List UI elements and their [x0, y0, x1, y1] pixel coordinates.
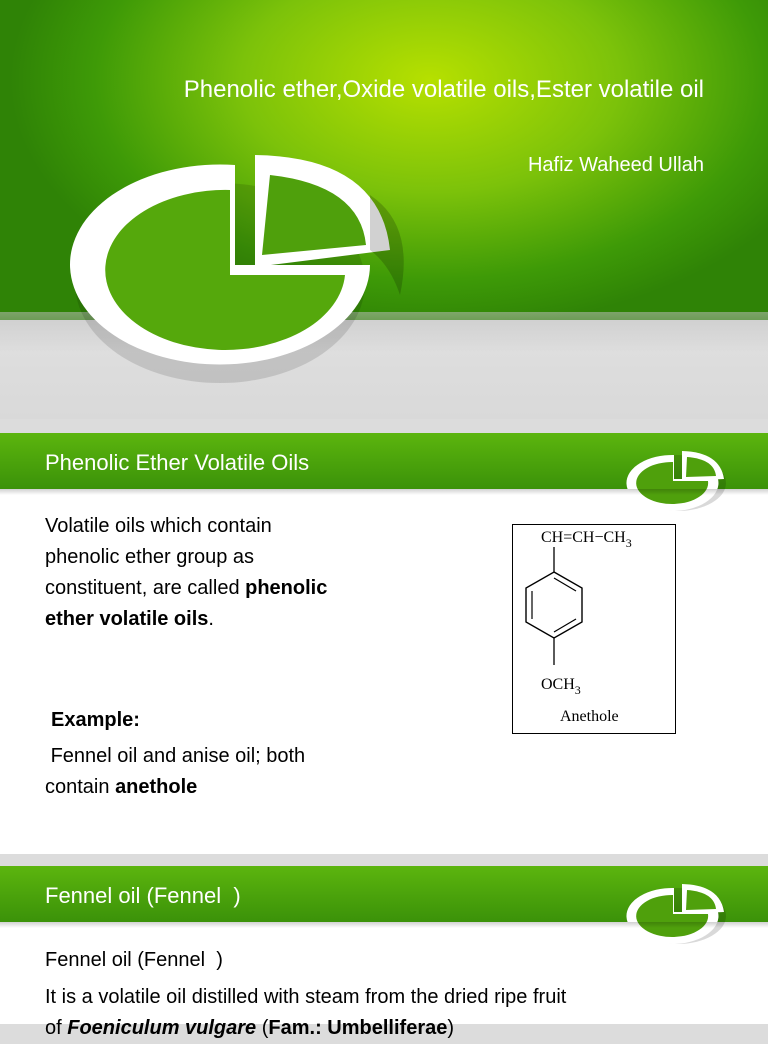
definition-end: . [208, 608, 214, 630]
pie-chart-logo-icon [70, 155, 450, 395]
fennel-line3-middle: ( [256, 1017, 269, 1039]
fennel-species: Foeniculum vulgare [67, 1017, 257, 1039]
example-plain: Fennel oil and anise oil; both contain [45, 745, 311, 798]
bottom-group-label: $OCH_3$ [541, 676, 581, 697]
fennel-line3-end: ) [447, 1017, 455, 1039]
slide-heading: Fennel oil (Fennel ) [45, 883, 241, 908]
pie-chart-logo-icon [628, 882, 730, 944]
fennel-description-plain: It is a volatile oil distilled with steam from the dried ripe fruit [45, 986, 567, 1008]
pie-chart-logo-icon [628, 449, 730, 511]
example-label: Example: [51, 709, 140, 731]
definition-bold: phenolic ether volatile oils [45, 577, 328, 630]
fennel-oil-slide [0, 866, 768, 1039]
presentation-author: Hafiz Waheed Ullah [527, 154, 704, 176]
definition-text [45, 511, 345, 635]
anethole-structure-diagram [513, 525, 677, 735]
fennel-description [45, 982, 745, 1044]
presentation-title: Phenolic ether,Oxide volatile oils,Ester volatile oil [183, 76, 704, 103]
example-bold: anethole [115, 776, 198, 798]
slide-header [0, 433, 768, 489]
title-slide [0, 0, 768, 419]
fennel-intro: Fennel oil (Fennel ) [45, 949, 223, 971]
benzene-ring [526, 572, 582, 638]
phenolic-ether-slide [0, 433, 768, 854]
example-text [45, 741, 375, 803]
fennel-line3-start: of [45, 1017, 68, 1039]
slide-header [0, 866, 768, 922]
definition-plain: Volatile oils which contain phenolic ether group as constituent, are called [45, 515, 272, 599]
fennel-family: Fam.: Umbelliferae [268, 1017, 448, 1039]
structure-caption: Anethole [560, 708, 619, 725]
anethole-structure-figure [512, 524, 676, 734]
slide-heading: Phenolic Ether Volatile Oils [45, 450, 310, 475]
top-group-label: $CH=CH-CH_3$ [541, 529, 632, 550]
